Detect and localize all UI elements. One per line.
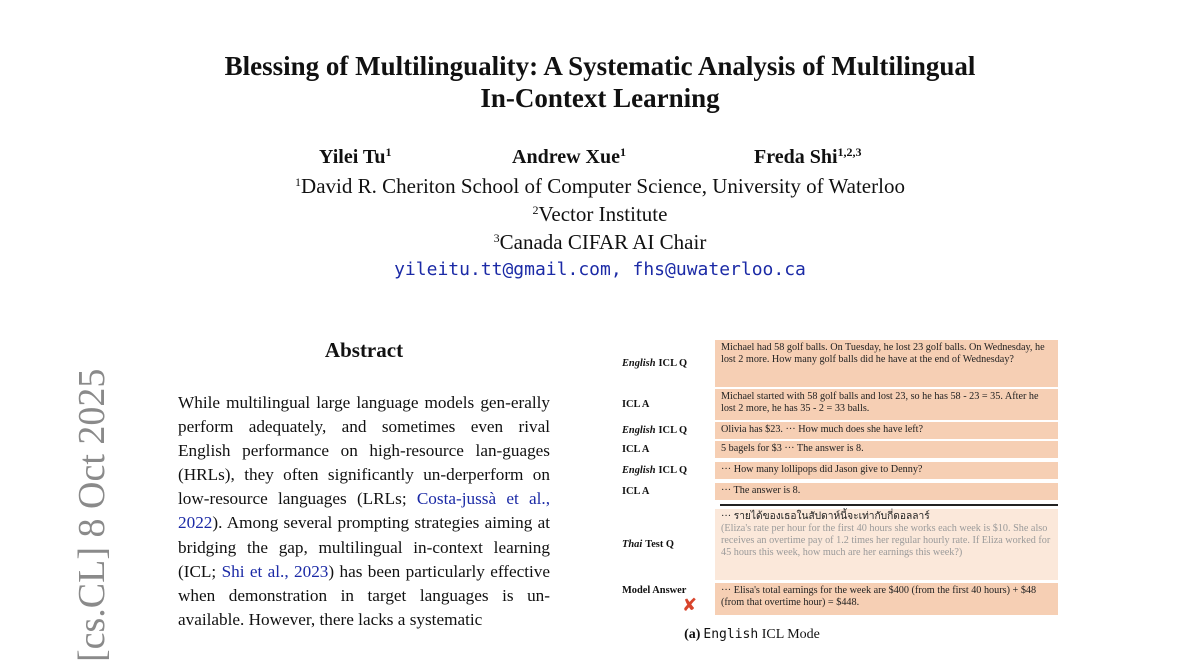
author: Yilei Tu$^1$: [319, 145, 392, 168]
affiliation: $^1$David R. Cheriton School of Computer Science, University of Waterloo: [295, 174, 905, 198]
test-question: ··· รายได้ของเธอในสัปดาห์นี้จะเท่ากับกี่ดอลลาร์ (Eliza's rate per hour for the first 40 hours she works each week is $10. She also receives an overtime pay of 1.2 times her regular hourly rate. If Eliza worked for 45 hours this week, how much are her earnings this week?): [715, 509, 1058, 580]
figure-divider: [720, 504, 1058, 506]
citation-link[interactable]: Shi et al., 2023: [221, 561, 329, 581]
figure-row: English ICL Q Michael had 58 golf balls. On Tuesday, he lost 23 golf balls. On Wednesday, he lost 2 more. How many golf balls did he have at the end of Wednesday?: [622, 340, 1058, 387]
figure-row: ICL A 5 bagels for $3 ··· The answer is 8.: [622, 441, 1058, 458]
author: Freda Shi$^{1,2,3}$: [754, 145, 862, 168]
demo-question: Michael had 58 golf balls. On Tuesday, he lost 23 golf balls. On Wednesday, he lost 2 more. How many golf balls did he have at the end of Wednesday?: [715, 340, 1058, 387]
demo-question: Olivia has $23. ··· How much does she have left?: [715, 422, 1058, 439]
affiliation: $^2$Vector Institute: [532, 202, 668, 226]
figure-caption: (a) English ICL Mode: [684, 627, 820, 642]
figure-row: English ICL Q ··· How many lollipops did Jason give to Denny?: [622, 462, 1058, 479]
wrong-answer-icon: ✘: [682, 595, 698, 616]
demo-question: ··· How many lollipops did Jason give to Denny?: [715, 462, 1058, 479]
model-answer: ··· Elisa's total earnings for the week are $400 (from the first 40 hours) + $48 (from that overtime hour) = $448.: [715, 583, 1058, 615]
abstract-body: While multilingual large language models gen-erally perform adequately, and sometimes even rival English performance on high-resource lan-guages (HRLs), they often significantly un-derperform on low-resource languages (LRLs; Costa-jussà et al., 2022). Among several prompting strategies aiming at bridging the gap, multilingual in-context learning (ICL; Shi et al., 2023) has been particularly effective when demonstration in target languages is un-available. However, there lacks a systematic: [178, 393, 550, 629]
demo-answer: 5 bagels for $3 ··· The answer is 8.: [715, 441, 1058, 458]
arxiv-stamp: [cs.CL] 8 Oct 2025: [71, 368, 113, 662]
author-emails[interactable]: yileitu.tt@gmail.com, fhs@uwaterloo.ca: [394, 259, 806, 280]
test-question-row: Thai Test Q ··· รายได้ของเธอในสัปดาห์นี้จะเท่ากับกี่ดอลลาร์ (Eliza's rate per hour for the first 40 hours she works each week is $10. She also receives an overtime pay of 1.2 times her regular hourly rate. If Eliza worked for 45 hours this week, how much are her earnings this week?): [622, 509, 1058, 580]
citation-link[interactable]: Costa-jussà et al., 2022: [178, 489, 550, 533]
author: Andrew Xue$^1$: [512, 145, 626, 168]
demo-answer: Michael started with 58 golf balls and lost 23, so he has 58 - 23 = 35. After he lost 2 more, he has 35 - 2 = 33 balls.: [715, 389, 1058, 420]
demo-answer: ··· The answer is 8.: [715, 483, 1058, 500]
figure-row: ICL A Michael started with 58 golf balls and lost 23, so he has 58 - 23 = 35. After he lost 2 more, he has 35 - 2 = 33 balls.: [622, 389, 1058, 420]
model-answer-row: Model Answer ✘ ··· Elisa's total earnings for the week are $400 (from the first 40 hours) + $48 (from that overtime hour) = $448.: [622, 583, 1058, 615]
figure-row: English ICL Q Olivia has $23. ··· How much does she have left?: [622, 422, 1058, 439]
abstract-heading: Abstract: [324, 338, 404, 362]
affiliation: $^3$Canada CIFAR AI Chair: [493, 230, 707, 254]
paper-title: Blessing of Multilinguality: A Systematic Analysis of Multilingual In-Context Learning: [224, 51, 976, 113]
figure-row: ICL A ··· The answer is 8.: [622, 483, 1058, 500]
